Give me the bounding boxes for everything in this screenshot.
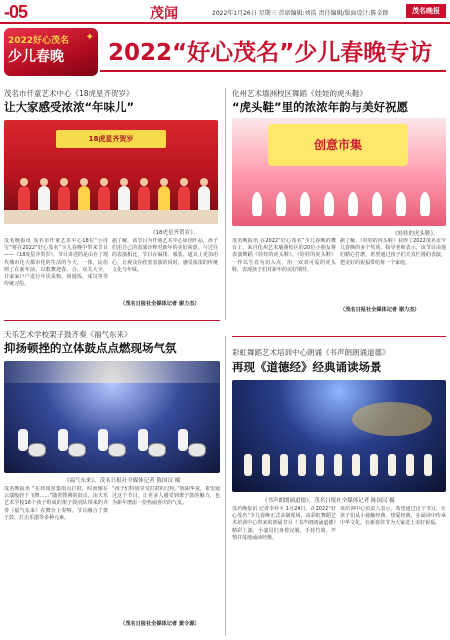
article-1-body-col-1: 茂名晚报讯 茂名市仟童艺术中心18位“小虎宝”将在2022“好心茂名”少儿春晚中带来节目——《18虎星齐贺岁》。节目讲述的是由在了现代城市化大都市化的生活的今天，一体，民俗则了在新年前，以歌舞迎春、合、双关大全，并家家户户进行年货采购、团圆饭、成员等等传统习俗。 bbox=[4, 238, 108, 288]
banner-rule bbox=[100, 70, 446, 72]
page-number: -05 bbox=[4, 2, 28, 22]
article-3-body-col-2: “孩子们特别享受打鼓的过程。”陈丽华说，希望通过这个节目，让更多人感受到架子鼓的魅力，也为新年增添一份热闹喜庆的气氛。 bbox=[112, 486, 220, 507]
date-line: 2022年1月26日 星期三 首席编辑:刘浩 责任编辑/版面设计:陈金群 bbox=[212, 10, 389, 17]
reader bbox=[334, 454, 342, 476]
performer bbox=[158, 186, 170, 212]
article-2-body-col-1: 茂名晚报讯 在2022“好心茂名”少儿春晚的舞台上，来自化州艺术墙洲校区的20位小朋友将表演舞蹈《娃娃的虎头鞋》。《娃娃的虎头鞋》一作以生肖为切入点，用一双双可爱的虎头鞋，表现孩子们对新年的美好期待。 bbox=[232, 238, 336, 273]
sparkle-icon: ✦ bbox=[85, 32, 94, 43]
header-rule bbox=[0, 22, 450, 24]
performer bbox=[198, 186, 210, 212]
article-1-headline: 让大家感受浓浓“年味儿” bbox=[4, 100, 135, 114]
drum-icon bbox=[188, 443, 206, 457]
article-4-body-col-1: 茂名晚报讯 记者李祥平 1月24日，在2022“好心茂名”少儿春晚正式录制现场，由彩虹舞蹈艺术培训中心带来的朗诵节目《书声朗朗诵道德》精彩上演，小演员们身着汉服，手持竹简，声情并茂地诵读经典。 bbox=[232, 506, 336, 541]
section-rule-right bbox=[232, 336, 446, 337]
performer bbox=[98, 186, 110, 212]
topic-banner bbox=[0, 26, 450, 78]
article-1-photo bbox=[4, 120, 218, 224]
stage-sign: 18虎星齐贺岁 bbox=[56, 130, 166, 148]
dancer bbox=[300, 192, 310, 216]
article-1-credit: （茂名日报社全媒体记者 谢力杰） bbox=[120, 301, 200, 307]
article-2-photo bbox=[232, 118, 446, 226]
reader bbox=[316, 454, 324, 476]
page-header bbox=[0, 0, 450, 24]
drummer bbox=[178, 429, 188, 451]
reader bbox=[280, 454, 288, 476]
article-1-body-col-2: 据了解，该节目为仟童艺术中心原创作品，孩子们用自己的表演诠释对新年的美好祝愿。与过往的表演相比，节目在编排、服装、道具上更加用心，让观众在欣赏表演的同时，感受浓浓的传统文化与年味。 bbox=[112, 238, 218, 273]
reader bbox=[262, 454, 270, 476]
performer bbox=[178, 186, 190, 212]
reader bbox=[406, 454, 414, 476]
article-3-credit: （茂名日报社全媒体记者 黄令源） bbox=[120, 621, 200, 627]
drummer bbox=[18, 429, 28, 451]
drum-icon bbox=[148, 443, 166, 457]
performer bbox=[18, 186, 30, 212]
article-4-body-col-2: 该培训中心负责人表示，希望通过这个节目，让孩子们从小接触经典、热爱经典，在诵读中传承中华文化，在新春佳节为大家送上美好祝福。 bbox=[340, 506, 446, 527]
article-2-caption: 《娃娃的虎头鞋》。 bbox=[392, 231, 439, 237]
article-1-caption: 《18虎星齐贺岁》。 bbox=[150, 230, 199, 236]
reader bbox=[298, 454, 306, 476]
article-1-kicker: 茂名市仟童艺术中心《18虎星齐贺岁》 bbox=[4, 89, 134, 98]
stage-screen: 创意市集 bbox=[268, 124, 408, 166]
dancer bbox=[252, 192, 262, 216]
article-4-kicker: 彩虹舞蹈艺术培训中心朗诵《书声朗朗诵道德》 bbox=[232, 348, 390, 357]
drummer bbox=[98, 429, 108, 451]
article-3-body-col-1: 茂名晚报讯 “在却如密集雨点打鼓，时而像在云端般轻千飞舞……”随着铿锵的鼓点，由天乐艺术学校16个孩子组成的架子鼓团队带来的齐奏《福气东来》在舞台上奏响。节目融合了架子鼓、打击乐器等多种元素。 bbox=[4, 486, 108, 521]
dancer bbox=[420, 192, 430, 216]
article-4-photo bbox=[232, 380, 446, 492]
article-4-caption: 《书声朗朗诵道德》。茂名日报社全媒体记者 陈国汉 摄 bbox=[262, 498, 395, 504]
dancer bbox=[396, 192, 406, 216]
reader bbox=[352, 454, 360, 476]
article-2-kicker: 化州艺术墙洲校区舞蹈《娃娃的虎头鞋》 bbox=[232, 89, 367, 98]
brand-logo: 茂名晚报 bbox=[406, 4, 446, 18]
drum-icon bbox=[108, 443, 126, 457]
section-rule-left bbox=[4, 320, 220, 321]
spring-gala-badge bbox=[4, 28, 98, 76]
column-divider bbox=[225, 336, 226, 636]
article-4-headline: 再现《道德经》经典诵读场景 bbox=[232, 360, 382, 374]
badge-year: 2022好心茂名 bbox=[8, 36, 70, 46]
drummer bbox=[58, 429, 68, 451]
stage-floor bbox=[4, 210, 218, 224]
section-label: 茂闻 bbox=[150, 6, 178, 22]
drum-icon bbox=[68, 443, 86, 457]
article-2-credit: （茂名日报社全媒体记者 谢力杰） bbox=[340, 307, 420, 313]
performer bbox=[38, 186, 50, 212]
article-3-photo bbox=[4, 361, 220, 473]
backdrop-dragon bbox=[352, 402, 432, 436]
dancer bbox=[324, 192, 334, 216]
performer bbox=[138, 186, 150, 212]
drum-icon bbox=[28, 443, 46, 457]
article-2-headline: “虎头鞋”里的浓浓年韵与美好祝愿 bbox=[232, 100, 409, 114]
dancer bbox=[276, 192, 286, 216]
reader bbox=[244, 454, 252, 476]
banner-title: 2022“好心茂名”少儿春晚专访 bbox=[108, 40, 433, 66]
article-2-body-col-2: 据了解，《娃娃的虎头鞋》获得了2022茂名市少儿春晚的多个奖项。指导老师表示，该节目由他们精心打磨，希望通过孩子们天真烂漫的表演，把美好的祝福带给每一个家庭。 bbox=[340, 238, 446, 266]
performer bbox=[78, 186, 90, 212]
article-3-headline: 抑扬顿挫的立体鼓点点燃现场气氛 bbox=[4, 341, 177, 355]
dancer bbox=[348, 192, 358, 216]
badge-main: 少儿春晚 bbox=[8, 49, 64, 65]
reader bbox=[370, 454, 378, 476]
reader bbox=[424, 454, 432, 476]
article-3-caption: 《福气东来》。茂名日报社全媒体记者 陈国汉 摄 bbox=[64, 478, 181, 484]
article-3-kicker: 天乐艺术学校架子鼓齐奏《福气东来》 bbox=[4, 330, 132, 339]
stage-lights bbox=[4, 361, 220, 383]
dancer bbox=[372, 192, 382, 216]
performer bbox=[58, 186, 70, 212]
reader bbox=[388, 454, 396, 476]
column-divider bbox=[225, 88, 226, 320]
drummer bbox=[138, 429, 148, 451]
performer bbox=[118, 186, 130, 212]
